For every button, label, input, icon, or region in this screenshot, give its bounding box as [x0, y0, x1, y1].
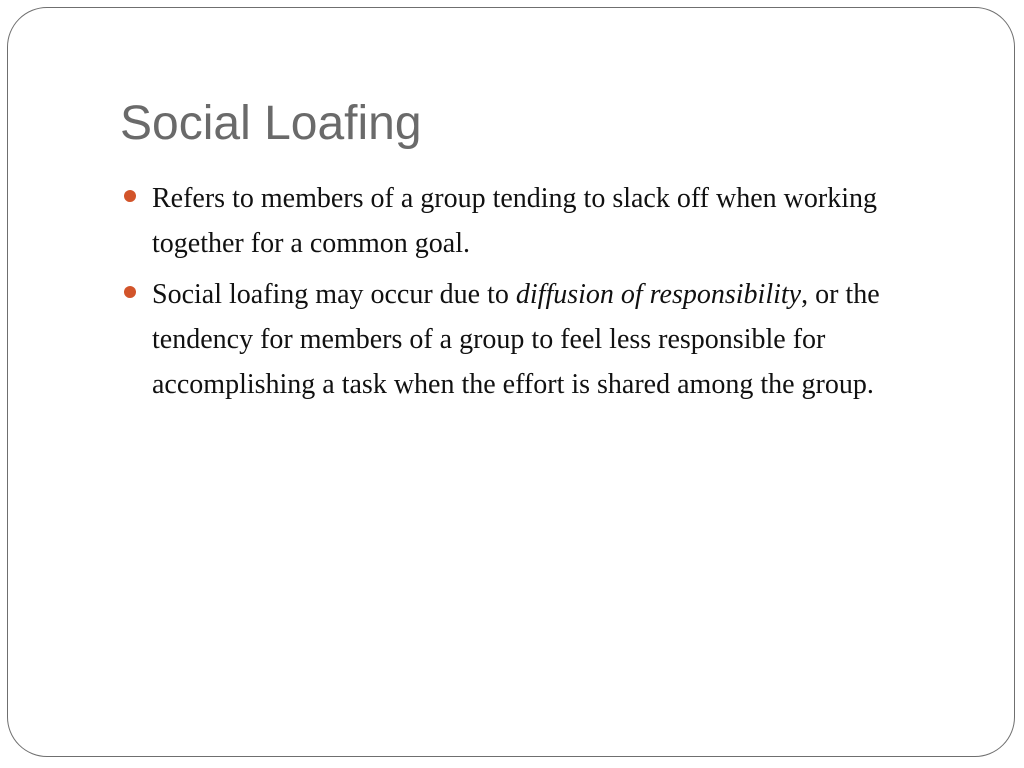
bullet-text-before: Social loafing may occur due to [152, 279, 516, 310]
bullet-term: diffusion of responsibility [515, 279, 802, 310]
slide [7, 7, 1015, 757]
bullet-text-after: , or the tendency for members of a group to feel less responsible for accomplishing a task when the effort is shared among the group. [152, 279, 880, 400]
slide-title: Social Loafing [120, 97, 422, 150]
bullet-dot-icon [124, 190, 136, 202]
bullet-dot-icon [124, 286, 136, 298]
bullet-item [124, 176, 974, 266]
bullet-text: Refers to members of a group tending to slack off when working together for a common goal. [152, 183, 877, 259]
bullet-list [124, 176, 974, 413]
bullet-item [124, 272, 974, 407]
